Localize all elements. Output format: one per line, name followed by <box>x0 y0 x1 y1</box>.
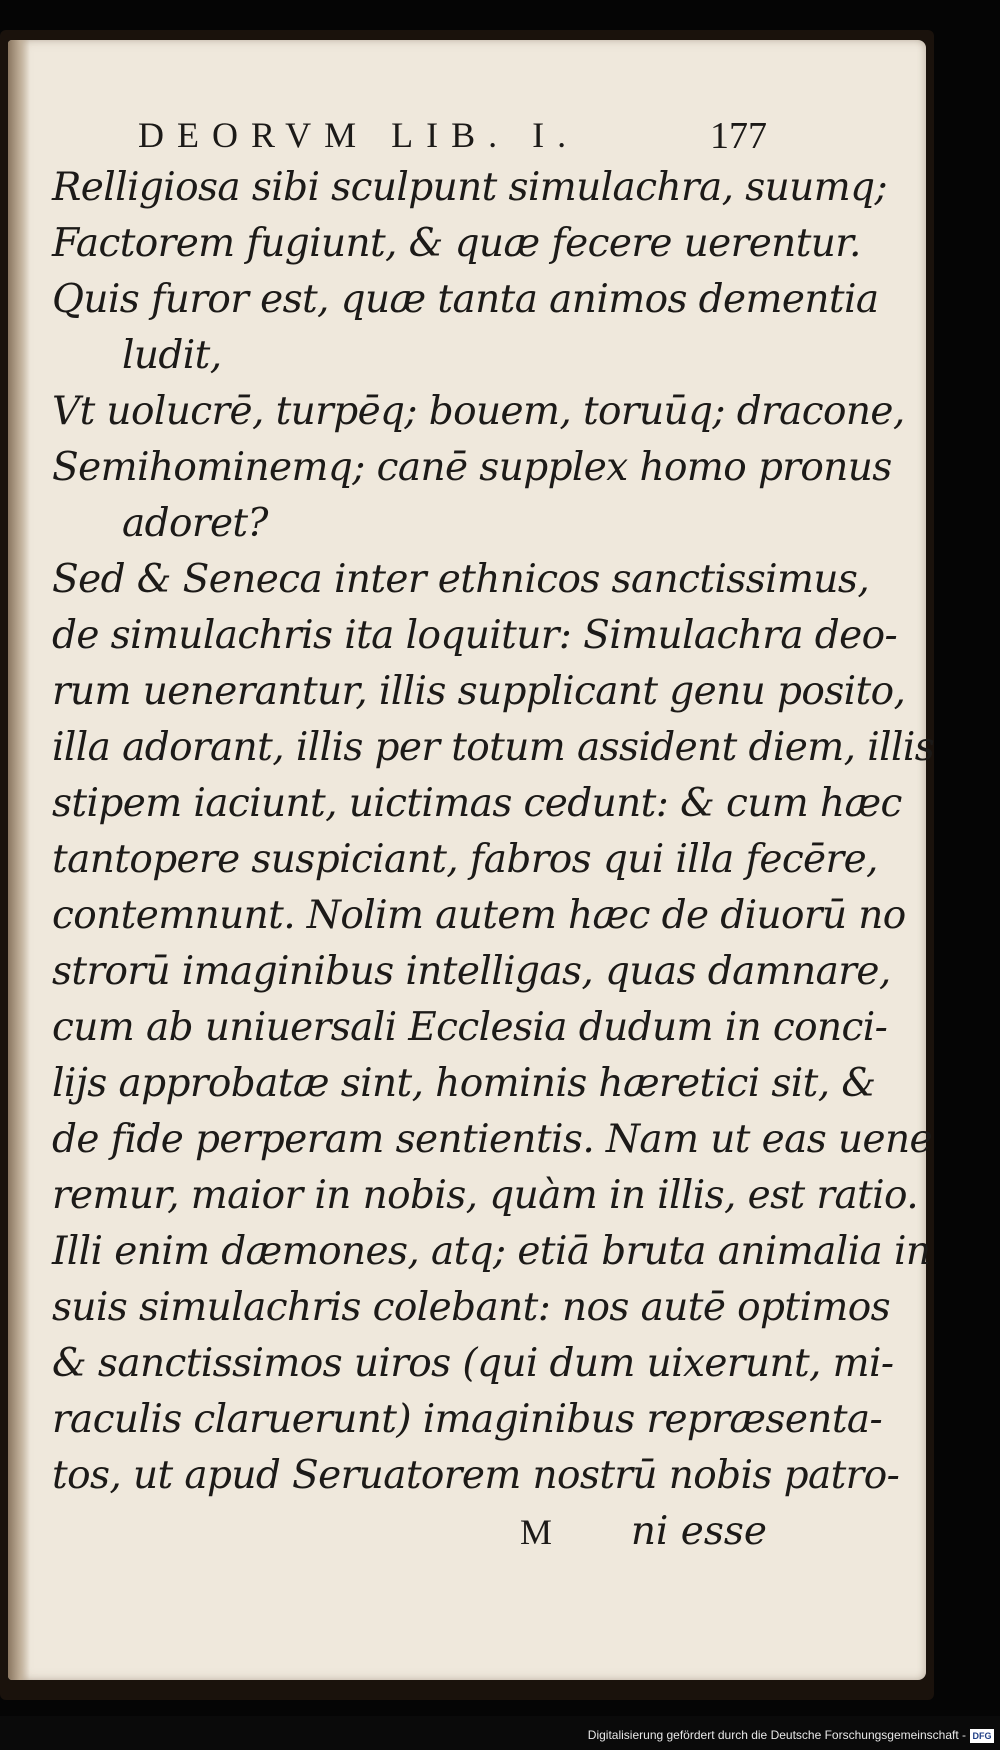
text-line-11: illa adorant, illis per totum assident diem, illis <box>52 725 935 770</box>
text-line-14: contemnunt. Nolim autem hæc de diuorū no <box>52 893 906 938</box>
text-line-22: & sanctissimos uiros (qui dum uixerunt, mi- <box>52 1341 894 1386</box>
book-page <box>8 40 935 1680</box>
text-line-18: de fide perperam sentientis. Nam ut eas uene <box>52 1117 932 1162</box>
text-line-21: suis simulachris colebant: nos autē optimos <box>52 1285 891 1330</box>
funding-credit: Digitalisierung gefördert durch die Deutsche Forschungsgemeinschaft - <box>587 1728 966 1742</box>
page-number: 177 <box>710 115 767 157</box>
text-line-6: Semihominemq; canē supplex homo pronus <box>52 445 892 490</box>
text-line-9: de simulachris ita loquitur: Simulachra deo- <box>52 613 898 658</box>
catchline <box>52 1504 767 1560</box>
footer-band <box>0 1716 1000 1750</box>
text-line-10: rum uenerantur, illis supplicant genu posito, <box>52 669 906 714</box>
text-line-16: cum ab uniuersali Ecclesia dudum in conci- <box>52 1005 888 1050</box>
text-line-15: strorū imaginibus intelligas, quas damnare, <box>52 949 891 994</box>
text-line-7: adoret? <box>122 501 268 546</box>
text-line-19: remur, maior in nobis, quàm in illis, est ratio. <box>52 1173 919 1218</box>
text-line-13: tantopere suspiciant, fabros qui illa fecēre, <box>52 837 878 882</box>
running-title: DEORVM LIB. I. <box>138 115 580 155</box>
text-line-5: Vt uolucrē, turpēq; bouem, toruūq; dracone, <box>52 389 905 434</box>
text-line-8: Sed & Seneca inter ethnicos sanctissimus, <box>52 557 870 602</box>
page-gutter <box>8 40 30 1680</box>
catchword: ni esse <box>630 1509 767 1554</box>
text-line-24: tos, ut apud Seruatorem nostrū nobis patro- <box>52 1453 900 1498</box>
text-line-17: lijs approbatæ sint, hominis hæretici sit, & <box>52 1061 876 1106</box>
text-line-1: Relligiosa sibi sculpunt simulachra, suumq; <box>52 165 887 210</box>
text-line-3: Quis furor est, quæ tanta animos dementia <box>52 277 879 322</box>
text-line-2: Factorem fugiunt, & quæ fecere uerentur. <box>52 221 861 266</box>
running-head <box>52 104 767 160</box>
signature-mark: M <box>520 1512 553 1552</box>
text-line-23: raculis claruerunt) imaginibus repræsenta- <box>52 1397 883 1442</box>
text-line-12: stipem iaciunt, uictimas cedunt: & cum hæc <box>52 781 902 826</box>
text-block <box>52 104 935 1560</box>
dfg-logo: DFG <box>970 1729 994 1743</box>
text-line-4: ludit, <box>122 333 222 378</box>
text-line-20: Illi enim dæmones, atq; etiā bruta animalia in <box>52 1229 931 1274</box>
